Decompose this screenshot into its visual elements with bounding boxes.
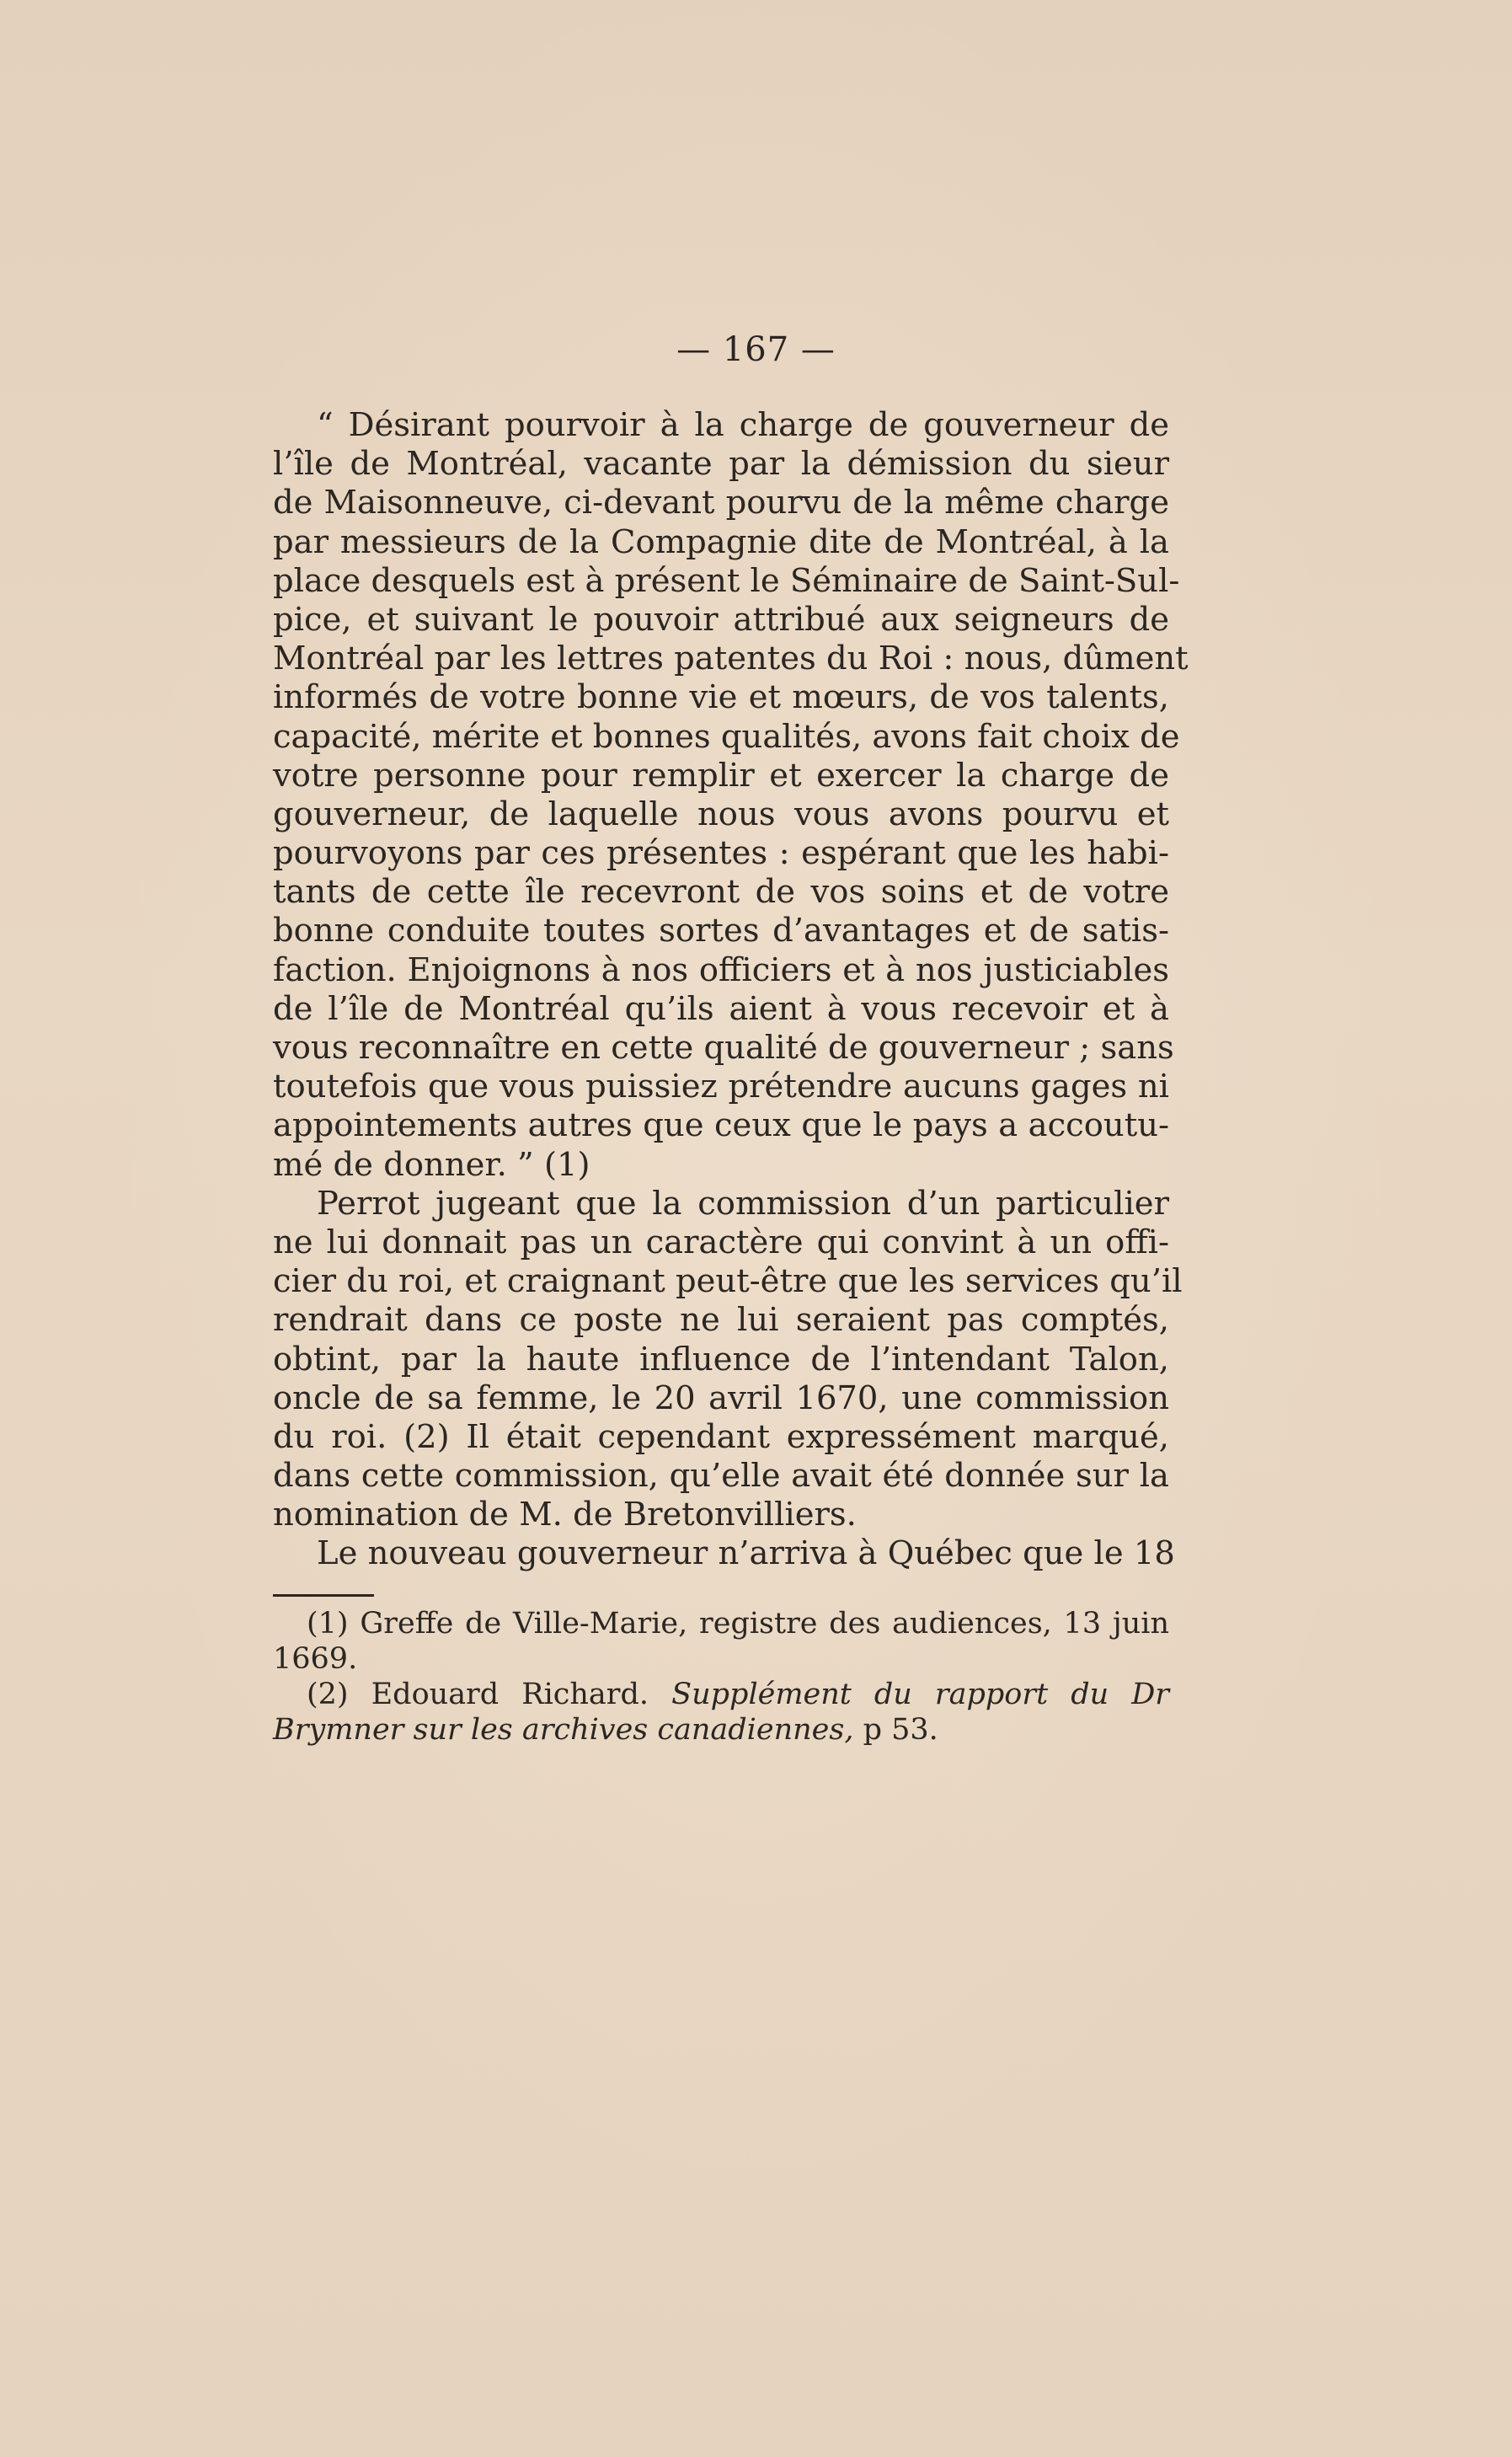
text-line: appointements autres que ceux que le pays a accoutu- bbox=[273, 1106, 1169, 1145]
footnote-1-line: 1669. bbox=[273, 1642, 358, 1676]
footnote-2-title-cont: Brymner sur les archives canadiennes, bbox=[273, 1713, 854, 1747]
footnote-2-line bbox=[273, 1712, 1169, 1748]
text-line: capacité, mérite et bonnes qualités, avons fait choix de bbox=[273, 717, 1180, 756]
text-line: “ Désirant pourvoir à la charge de gouverneur de bbox=[317, 406, 1169, 444]
body-text bbox=[273, 406, 1189, 1574]
text-line: votre personne pour remplir et exercer la charge de bbox=[273, 756, 1169, 795]
text-line: oncle de sa femme, le 20 avril 1670, une commission bbox=[273, 1378, 1169, 1417]
footnote-divider bbox=[273, 1594, 374, 1597]
footnotes bbox=[273, 1606, 1169, 1748]
text-line: obtint, par la haute influence de l’intendant Talon, bbox=[273, 1340, 1169, 1378]
footnote-1-line: (1) Greffe de Ville-Marie, registre des audiences, 13 juin bbox=[307, 1607, 1169, 1641]
text-line: par messieurs de la Compagnie dite de Montréal, à la bbox=[273, 522, 1169, 561]
text-line: tants de cette île recevront de vos soins et de votre bbox=[273, 873, 1169, 912]
page-number: — 167 — bbox=[676, 330, 836, 369]
text-line: pourvoyons par ces présentes : espérant que les habi- bbox=[273, 834, 1169, 873]
text-line: nomination de M. de Bretonvilliers. bbox=[273, 1496, 857, 1534]
text-line: mé de donner. ” (1) bbox=[273, 1145, 590, 1184]
text-line: faction. Enjoignons à nos officiers et à nos justiciables bbox=[273, 950, 1169, 989]
text-line: rendrait dans ce poste ne lui seraient pas comptés, bbox=[273, 1301, 1169, 1340]
text-line: Montréal par les lettres patentes du Roi : nous, dûment bbox=[273, 640, 1189, 678]
footnote-2-title: Supplément du rapport du Dr bbox=[671, 1678, 1169, 1711]
text-line: toutefois que vous puissiez prétendre aucuns gages ni bbox=[273, 1068, 1169, 1106]
text-line: de Maisonneuve, ci-devant pourvu de la même charge bbox=[273, 484, 1169, 522]
footnote-2-author: (2) Edouard Richard. bbox=[307, 1678, 649, 1711]
text-line: informés de votre bonne vie et mœurs, de vos talents, bbox=[273, 678, 1169, 717]
text-line: ne lui donnait pas un caractère qui convint à un offi- bbox=[273, 1223, 1169, 1261]
text-line: gouverneur, de laquelle nous vous avons pourvu et bbox=[273, 795, 1169, 833]
text-line: du roi. (2) Il était cependant expressément marqué, bbox=[273, 1417, 1169, 1456]
text-line: Perrot jugeant que la commission d’un particulier bbox=[317, 1184, 1169, 1223]
text-line: Le nouveau gouverneur n’arriva à Québec que le 18 bbox=[317, 1534, 1175, 1573]
text-line: dans cette commission, qu’elle avait été donnée sur la bbox=[273, 1457, 1169, 1496]
text-line: place desquels est à présent le Séminaire de Saint-Sul- bbox=[273, 561, 1180, 600]
text-line: cier du roi, et craignant peut-être que les services qu’il bbox=[273, 1262, 1183, 1301]
text-line: bonne conduite toutes sortes d’avantages et de satis- bbox=[273, 912, 1169, 950]
text-line: vous reconnaître en cette qualité de gouverneur ; sans bbox=[273, 1029, 1174, 1067]
text-line: pice, et suivant le pouvoir attribué aux seigneurs de bbox=[273, 600, 1169, 639]
text-line: de l’île de Montréal qu’ils aient à vous recevoir et à bbox=[273, 989, 1169, 1028]
footnote-2-page: p 53. bbox=[863, 1713, 938, 1747]
footnote-2-line bbox=[273, 1677, 1169, 1712]
text-line: l’île de Montréal, vacante par la démission du sieur bbox=[273, 445, 1169, 484]
